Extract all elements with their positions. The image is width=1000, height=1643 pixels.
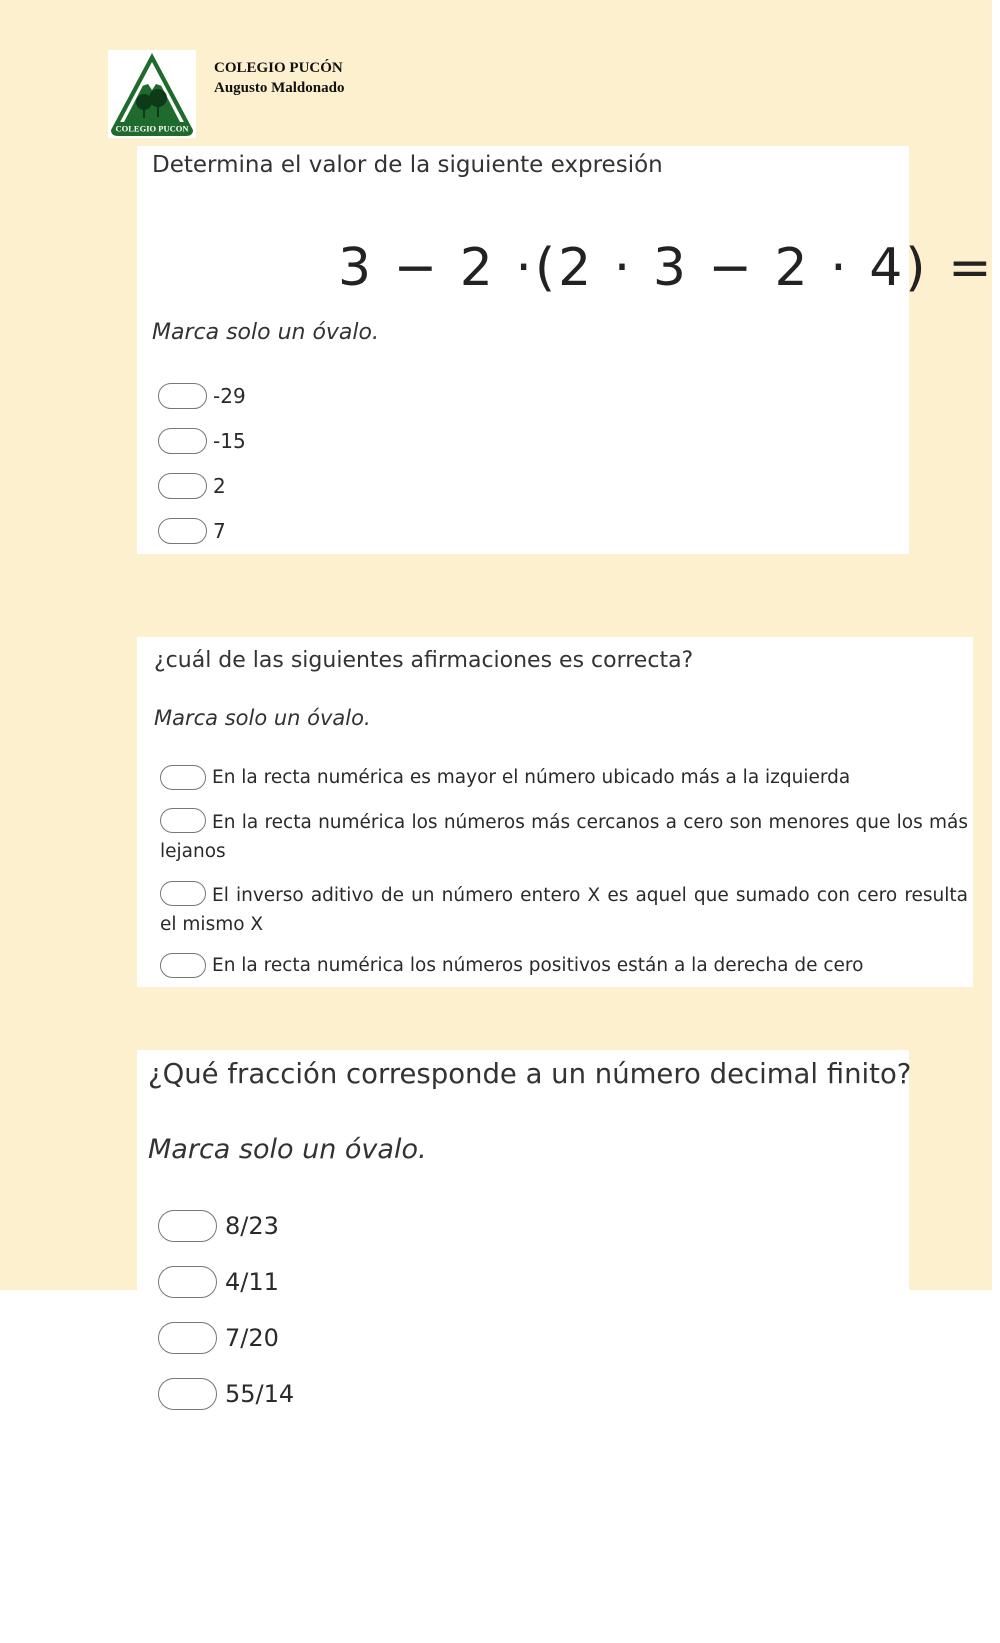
radio-oval[interactable]: [158, 1210, 217, 1242]
radio-option[interactable]: [158, 1266, 279, 1298]
option-label: 4/11: [225, 1268, 279, 1296]
radio-option[interactable]: [158, 518, 226, 544]
option-label: 7: [213, 519, 226, 543]
option-label: En la recta numérica es mayor el número ubicado más a la izquierda: [212, 767, 851, 788]
radio-oval[interactable]: [158, 428, 207, 454]
question-hint: Marca solo un óvalo.: [152, 320, 379, 345]
radio-option[interactable]: [158, 1210, 279, 1242]
radio-option[interactable]: [160, 953, 970, 979]
option-label: En la recta numérica los números positivos están a la derecha de cero: [212, 955, 864, 976]
question-title: ¿cuál de las siguientes afirmaciones es correcta?: [154, 648, 694, 673]
question-title: ¿Qué fracción corresponde a un número decimal finito?: [148, 1058, 912, 1090]
option-label: -15: [213, 429, 246, 453]
option-label: El inverso aditivo de un número entero X es aquel que sumado con cero resulta el mismo X: [160, 885, 968, 935]
question-hint: Marca solo un óvalo.: [148, 1134, 427, 1165]
radio-oval[interactable]: [160, 765, 206, 790]
radio-option[interactable]: [160, 881, 968, 939]
school-subtitle: Augusto Maldonado: [214, 80, 345, 96]
radio-oval[interactable]: [160, 953, 206, 978]
radio-option[interactable]: [158, 383, 246, 409]
option-label: -29: [213, 384, 246, 408]
radio-oval[interactable]: [158, 1322, 217, 1354]
question-hint: Marca solo un óvalo.: [154, 706, 371, 730]
option-label: 8/23: [225, 1212, 279, 1240]
radio-option[interactable]: [160, 808, 968, 866]
radio-oval[interactable]: [160, 808, 206, 833]
option-label: 55/14: [225, 1380, 295, 1408]
question-title: Determina el valor de la siguiente expresión: [152, 152, 663, 178]
radio-oval[interactable]: [158, 383, 207, 409]
radio-option[interactable]: [158, 473, 226, 499]
radio-oval[interactable]: [158, 473, 207, 499]
radio-option[interactable]: [158, 428, 246, 454]
radio-oval[interactable]: [158, 518, 207, 544]
radio-oval[interactable]: [158, 1378, 217, 1410]
radio-option[interactable]: [158, 1378, 294, 1410]
option-label: En la recta numérica los números más cercanos a cero son menores que los más lejanos: [160, 812, 968, 862]
logo-text: COLEGIO PUCON: [115, 123, 189, 134]
school-name: COLEGIO PUCÓN: [214, 60, 343, 76]
radio-oval[interactable]: [158, 1266, 217, 1298]
school-logo: [108, 50, 196, 138]
radio-option[interactable]: [160, 765, 970, 791]
radio-option[interactable]: [158, 1322, 279, 1354]
question-card-1: [137, 146, 909, 554]
school-name-block: [214, 58, 344, 98]
radio-oval[interactable]: [160, 881, 206, 906]
option-label: 2: [213, 474, 226, 498]
math-expression: 3 − 2 ·(2 · 3 − 2 · 4) =: [338, 238, 995, 298]
option-label: 7/20: [225, 1324, 279, 1352]
